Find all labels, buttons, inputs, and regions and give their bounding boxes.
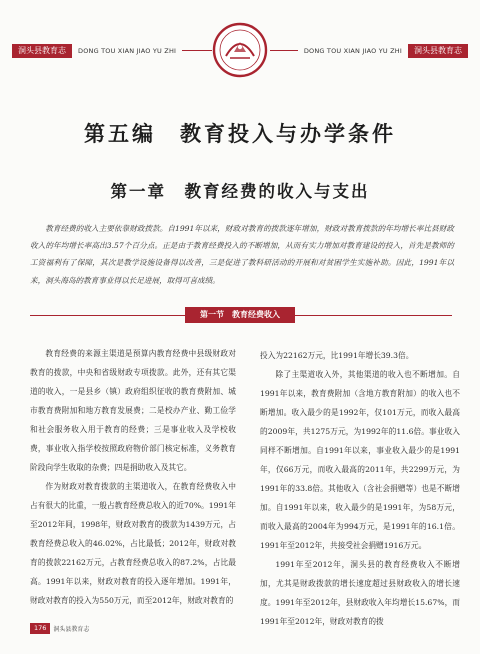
paragraph: 教育经费的来源主渠道是预算内教育经费中县级财政对教育的拨款，中央和省级财政专项拨款。此外，还有其它渠道的收入，一是县乡（镇）政府组织征收的教育费附加、城市教育费附加和地方教育发展费；二是校办产业、勤工俭学和社会服务收入用于教育的经费；三是事业收入及学校收费，事业收入指学校按照政府物价部门核定标准，义务教育阶段向学生收取的杂费；四是捐助收入及其它。 <box>30 349 236 472</box>
chapter-intro: 教育经费的收入主要依靠财政拨款。自1991年以来，财政对教育的拨款逐年增加，财政对教育拨款的年均增长率比县财政收入的年均增长率高出3.57个百分点。正是由于教育经费投入的不断增加，从而有实力增加对教育建设的投入，首先是教师的工资福利有了保障，其次是教学设施设备得以改善，三是促进了教科研活动的开展和对贫困学生实施补助。因此，1991年以来，洞头海岛的教育事业得以长足进展，取得可喜成绩。 <box>30 224 454 285</box>
header-right-tag: 洞头县教育志 <box>408 44 468 58</box>
header-left <box>12 44 202 58</box>
paragraph: 作为财政对教育拨款的主渠道收入，在教育经费收入中占有很大的比重，一般占教育经费总收入的近70%。1991年至2012年间，1998年，财政对教育的拨款为1439万元，占教育经费总收入的46.02%，占比最低；2012年，财政对教育的拨款22162万元，占教育经费总收入的87.2%，占比最高。1991年以来，财政对教育的投入逐年增加。1991年，财政对教育的投入为550万元，而至2012年，财政对教育的 <box>30 482 236 605</box>
section-heading-bar <box>30 307 452 323</box>
paragraph: 投入为22162万元，比1991年增长39.3倍。 <box>260 351 414 360</box>
page-footer <box>30 622 89 634</box>
header-left-pinyin: DONG TOU XIAN JIAO YU ZHI <box>72 47 182 55</box>
header-right <box>282 44 468 58</box>
paragraph: 除了主渠道收入外，其他渠道的收入也不断增加。自1991年以来，教育费附加（含地方教育附加）的收入也不断增加。收入最少的是1992年，仅101万元，而收入最高的2009年，共1275万元，为1992年的11.6倍。事业收入同样不断增加。自1991年以来，事业收入最少的是1991年，仅66万元，而收入最高的2011年，共2299万元，为1991年的33.8倍。其他收入（含社会捐赠等）也是不断增加。自1991年以来，收入最少的是1991年，为58万元，而收入最高的2004年为994万元，是1991年的16.1倍。1991年至2012年，共接受社会捐赠1916万元。 <box>260 370 460 550</box>
footer-book-name: 洞头县教育志 <box>53 625 90 633</box>
header-left-tag: 洞头县教育志 <box>12 44 72 58</box>
header-right-pinyin: DONG TOU XIAN JIAO YU ZHI <box>298 47 408 55</box>
chapter-title: 第一章 教育经费的收入与支出 <box>110 182 370 201</box>
page-number: 176 <box>30 623 50 634</box>
left-column <box>30 344 236 610</box>
section-title: 第一节 教育经费收入 <box>185 307 295 323</box>
part-title: 第五编 教育投入与办学条件 <box>84 121 396 146</box>
education-logo <box>212 22 268 78</box>
right-column <box>260 346 460 631</box>
paragraph: 1991年至2012年，洞头县的教育经费收入不断增加，尤其是财政拨款的增长速度超过县财政收入的增长速度。1991年至2012年，县财政收入年均增长15.67%，而1991年至2012年，财政对教育的拨 <box>260 560 460 626</box>
